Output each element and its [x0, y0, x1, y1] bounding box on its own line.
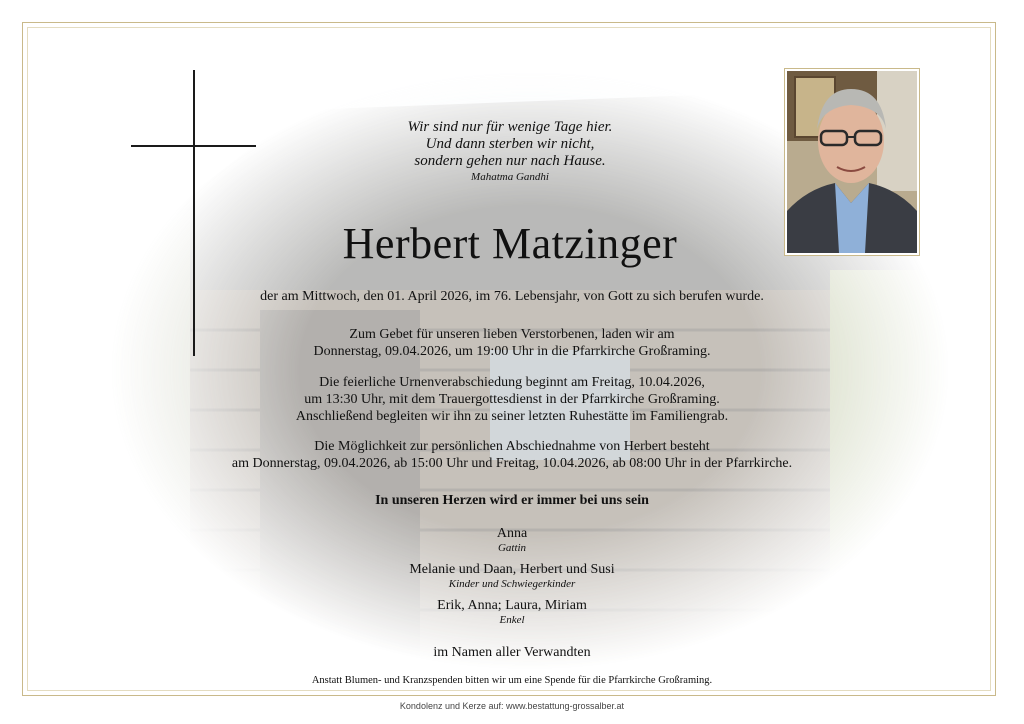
urn-farewell-line: Die feierliche Urnenverabschiedung beginnt am Freitag, 10.04.2026, [319, 375, 705, 390]
mourner-relation: Kinder und Schwiegerkinder [448, 578, 576, 590]
mourner-anna [0, 526, 1024, 556]
urn-farewell-line: Anschließend begleiten wir ihn zu seiner letzten Ruhestätte im Familiengrab. [295, 409, 729, 424]
mourner-names: Melanie und Daan, Herbert und Susi [409, 562, 615, 577]
mourner-relation: Enkel [499, 614, 525, 626]
urn-farewell-block [0, 374, 1024, 425]
relatives-line: im Namen aller Verwandten [433, 645, 591, 660]
quote-line: sondern gehen nur nach Hause. [414, 153, 606, 169]
viewing-line: Die Möglichkeit zur persönlichen Abschiednahme von Herbert besteht [314, 439, 710, 454]
mourner-names: Erik, Anna; Laura, Miriam [437, 598, 587, 613]
prayer-block [0, 326, 1024, 360]
viewing-block [0, 438, 1024, 472]
quote-block [210, 119, 810, 184]
quote-line: Wir sind nur für wenige Tage hier. [407, 119, 613, 135]
death-announcement: der am Mittwoch, den 01. April 2026, im 76. Lebensjahr, von Gott zu sich berufen wurde. [260, 289, 764, 304]
quote-line: Und dann sterben wir nicht, [425, 136, 595, 152]
prayer-line: Zum Gebet für unseren lieben Verstorbenen, laden wir am [349, 327, 675, 342]
cross-vertical-bar [193, 70, 195, 356]
memory-line: In unseren Herzen wird er immer bei uns sein [375, 493, 649, 508]
mourner-names: Anna [496, 526, 528, 541]
mourner-relation: Gattin [497, 542, 527, 554]
condolence-link[interactable]: Kondolenz und Kerze auf: www.bestattung-grossalber.at [399, 701, 625, 711]
deceased-name: Herbert Matzinger [342, 219, 678, 268]
quote-author: Mahatma Gandhi [471, 171, 549, 183]
prayer-line: Donnerstag, 09.04.2026, um 19:00 Uhr in die Pfarrkirche Großraming. [313, 344, 711, 359]
donation-note: Anstatt Blumen- und Kranzspenden bitten wir um eine Spende für die Pfarrkirche Großraming. [311, 675, 713, 686]
urn-farewell-line: um 13:30 Uhr, mit dem Trauergottesdienst in der Pfarrkirche Großraming. [304, 392, 720, 407]
mourner-children [0, 562, 1024, 592]
mourner-grandchildren [0, 598, 1024, 628]
viewing-line: am Donnerstag, 09.04.2026, ab 15:00 Uhr und Freitag, 10.04.2026, ab 08:00 Uhr in der Pfarrkirche. [231, 456, 793, 471]
